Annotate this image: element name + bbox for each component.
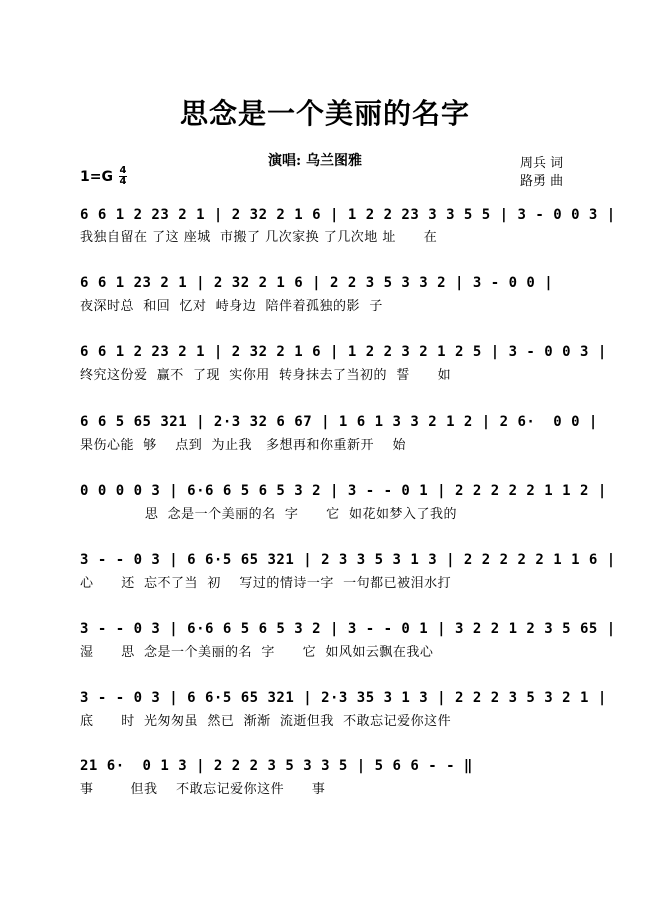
system-9-lyrics: 事 但我 不敢忘记爱你这件 事 (80, 782, 326, 797)
song-title: 思念是一个美丽的名字 (179, 97, 470, 130)
key-label: 1=G (80, 168, 113, 185)
system-5-lyrics: 思 念是一个美丽的名 字 它 如花如梦入了我的 (80, 507, 457, 522)
system-7-lyrics: 湿 思 念是一个美丽的名 字 它 如风如云飘在我心 (80, 645, 434, 660)
system-9-notes: 21 6· 0 1 3 | 2 2 2 3 5 3 3 5 | 5 6 6 - - ‖ (80, 758, 473, 774)
time-signature-bottom: 4 (119, 176, 127, 187)
time-signature-top: 4 (119, 165, 127, 176)
system-5-notes: 0 0 0 0 3 | 6·6 6 5 6 5 3 2 | 3 - - 0 1 | 2 2 2 2 2 1 1 2 | (80, 483, 607, 499)
system-4-lyrics: 果伤心能 够 点到 为止我 多想再和你重新开 始 (80, 438, 406, 453)
system-1-notes: 6 6 1 2 23 2 1 | 2 32 2 1 6 | 1 2 2 23 3 3 5 5 | 3 - 0 0 3 | (80, 207, 616, 223)
system-2-lyrics: 夜深时总 和回 忆对 峙身边 陪伴着孤独的影 子 (80, 299, 383, 314)
system-8-lyrics: 底 时 光匆匆虽 然已 渐渐 流逝但我 不敢忘记爱你这件 (80, 714, 452, 729)
system-6-lyrics: 心 还 忘不了当 初 写过的情诗一字 一句都已被泪水打 (80, 576, 452, 591)
system-1-lyrics: 我独自留在 了这 座城 市搬了 几次家换 了几次地 址 在 (80, 230, 438, 245)
system-7-notes: 3 - - 0 3 | 6·6 6 5 6 5 3 2 | 3 - - 0 1 | 3 2 2 1 2 3 5 65 | (80, 621, 616, 637)
lyricist-credit: 周兵 词 (520, 156, 564, 171)
system-8-notes: 3 - - 0 3 | 6 6·5 65 321 | 2·3 35 3 1 3 | 2 2 2 3 5 3 2 1 | (80, 690, 607, 706)
system-6-notes: 3 - - 0 3 | 6 6·5 65 321 | 2 3 3 5 3 1 3 | 2 2 2 2 2 1 1 6 | (80, 552, 616, 568)
singer-line: 演唱: 乌兰图雅 (268, 153, 363, 169)
system-4-notes: 6 6 5 65 321 | 2·3 32 6 67 | 1 6 1 3 3 2 1 2 | 2 6· 0 0 | (80, 414, 598, 430)
system-3-notes: 6 6 1 2 23 2 1 | 2 32 2 1 6 | 1 2 2 3 2 1 2 5 | 3 - 0 0 3 | (80, 344, 607, 360)
system-2-notes: 6 6 1 23 2 1 | 2 32 2 1 6 | 2 2 3 5 3 3 2 | 3 - 0 0 | (80, 275, 554, 291)
composer-credit: 路勇 曲 (520, 174, 564, 189)
system-3-lyrics: 终究这份爱 赢不 了现 实你用 转身抹去了当初的 誓 如 (80, 368, 452, 383)
